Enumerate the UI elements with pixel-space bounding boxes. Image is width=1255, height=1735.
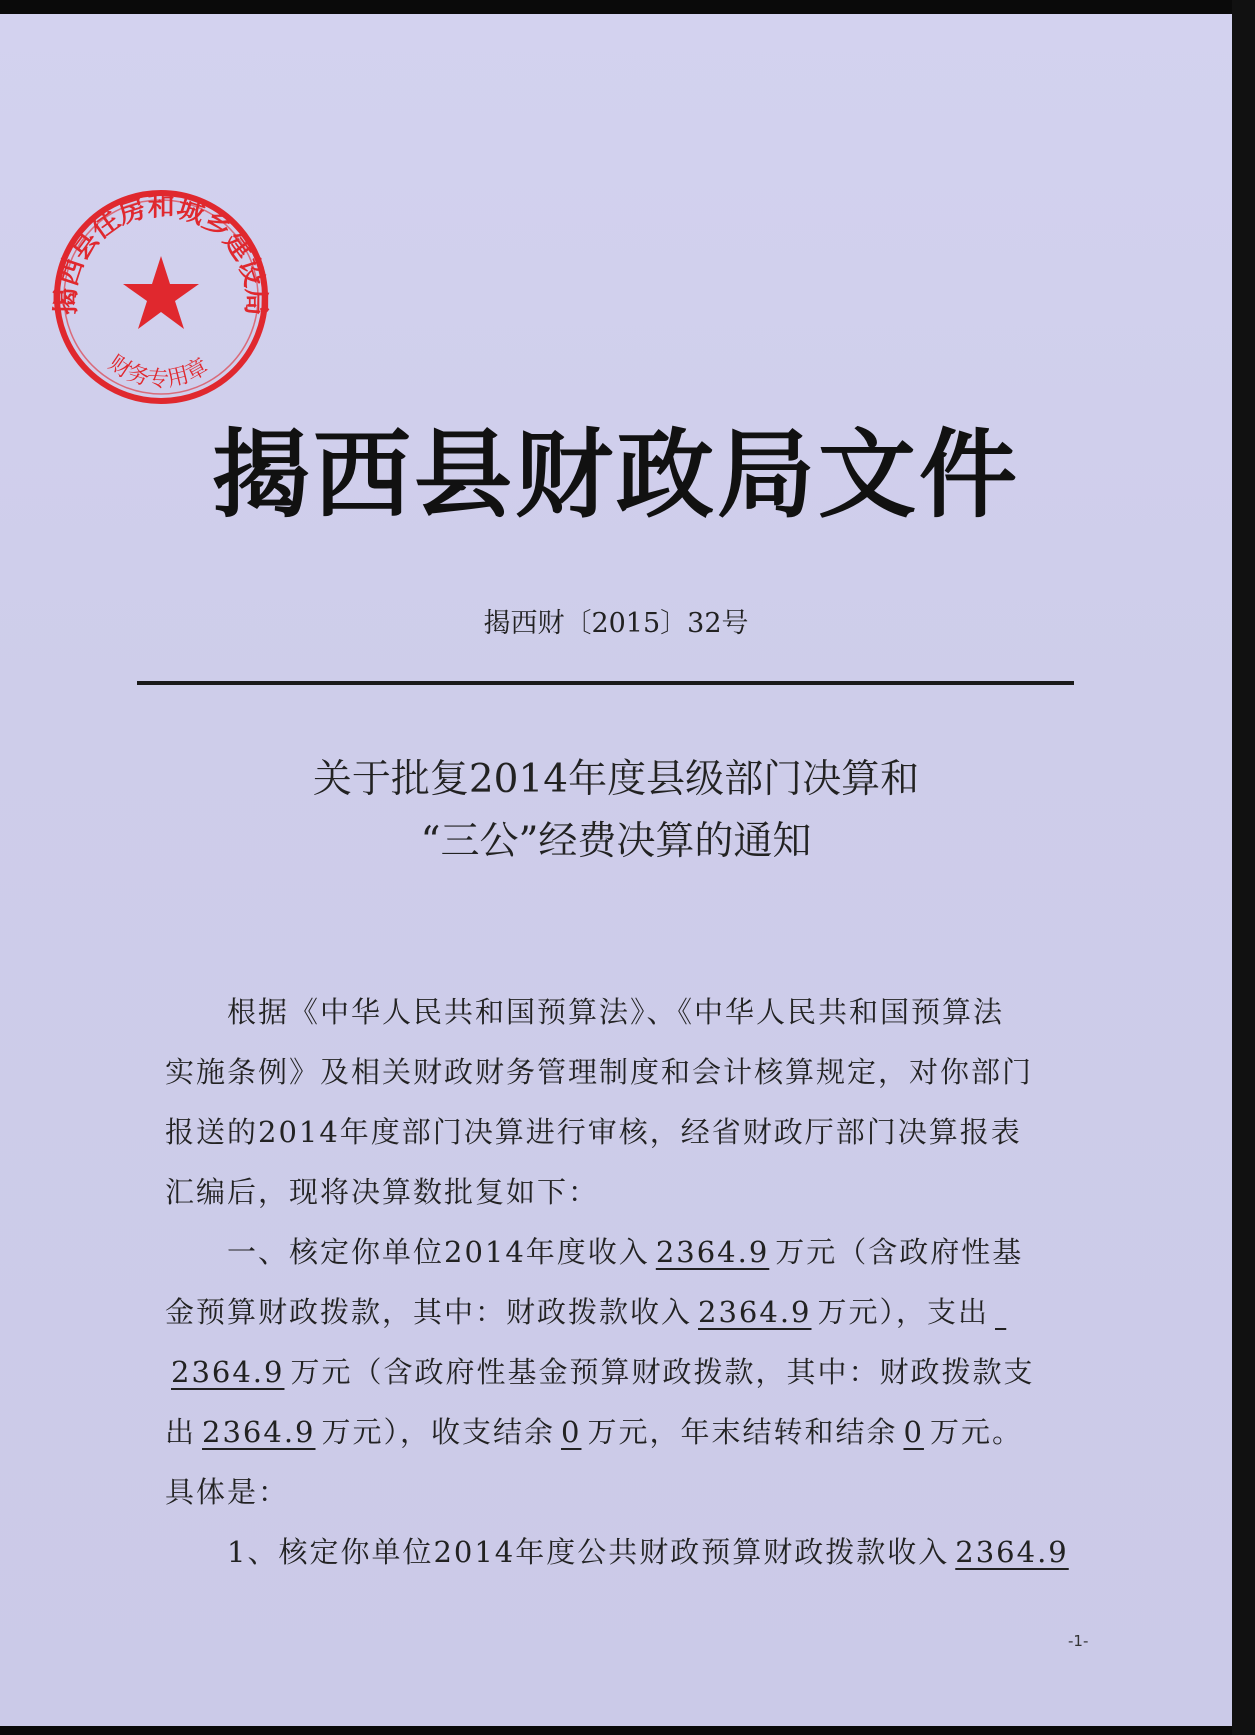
header-divider <box>137 681 1074 685</box>
amount-value: 0 <box>903 1415 924 1449</box>
body-text: 万元，年末结转和结余 <box>587 1415 898 1449</box>
body-text: 一、核定你单位2014年度收入 <box>227 1235 650 1269</box>
subject-line-2: “三公”经费决算的通知 <box>420 819 812 864</box>
body-text: 万元），支出 <box>817 1295 990 1329</box>
amount-value: 2364.9 <box>955 1535 1069 1569</box>
amount-value: 2364.9 <box>202 1415 316 1449</box>
scan-edge <box>1232 0 1255 1735</box>
body-line: 实施条例》及相关财政财务管理制度和会计核算规定，对你部门 <box>165 1055 1034 1089</box>
amount-value: 2364.9 <box>655 1235 770 1269</box>
body-line: 报送的2014年度部门决算进行审核，经省财政厅部门决算报表 <box>165 1115 1022 1149</box>
page-number: -1- <box>1068 1632 1089 1650</box>
body-text: 万元），收支结余 <box>321 1415 556 1449</box>
subject-line-1: 关于批复2014年度县级部门决算和 <box>312 757 920 802</box>
body-line: 具体是： <box>165 1475 290 1509</box>
body-line <box>165 1402 1095 1462</box>
svg-text:揭西县住房和城乡建设局: 揭西县住房和城乡建设局 <box>50 191 272 316</box>
document-body <box>165 982 1095 1582</box>
document-title: 揭西县财政局文件 <box>212 418 1020 531</box>
body-line <box>165 1342 1095 1402</box>
amount-value: 2364.9 <box>171 1355 285 1389</box>
blank-underline <box>989 1295 1012 1329</box>
body-text: 万元（含政府性基 <box>775 1235 1024 1269</box>
body-text: 出 <box>165 1415 197 1449</box>
amount-value: 0 <box>561 1415 582 1449</box>
document-page <box>0 14 1232 1726</box>
body-text: 万元。 <box>929 1415 1023 1449</box>
body-text: 金预算财政拨款，其中：财政拨款收入 <box>165 1295 693 1329</box>
body-line: 根据《中华人民共和国预算法》、《中华人民共和国预算法 <box>227 995 1005 1029</box>
official-seal-icon <box>48 184 274 410</box>
svg-text:财务专用章: 财务专用章 <box>103 350 213 393</box>
body-line <box>165 1522 1095 1582</box>
body-text: 万元（含政府性基金预算财政拨款，其中：财政拨款支 <box>290 1355 1035 1389</box>
body-line <box>165 1222 1095 1282</box>
amount-value: 2364.9 <box>698 1295 812 1329</box>
body-text: 1、核定你单位2014年度公共财政预算财政拨款收入 <box>227 1535 950 1569</box>
document-number: 揭西财〔2015〕32号 <box>483 608 749 639</box>
body-line: 汇编后，现将决算数批复如下： <box>165 1175 600 1209</box>
body-line <box>165 1282 1095 1342</box>
